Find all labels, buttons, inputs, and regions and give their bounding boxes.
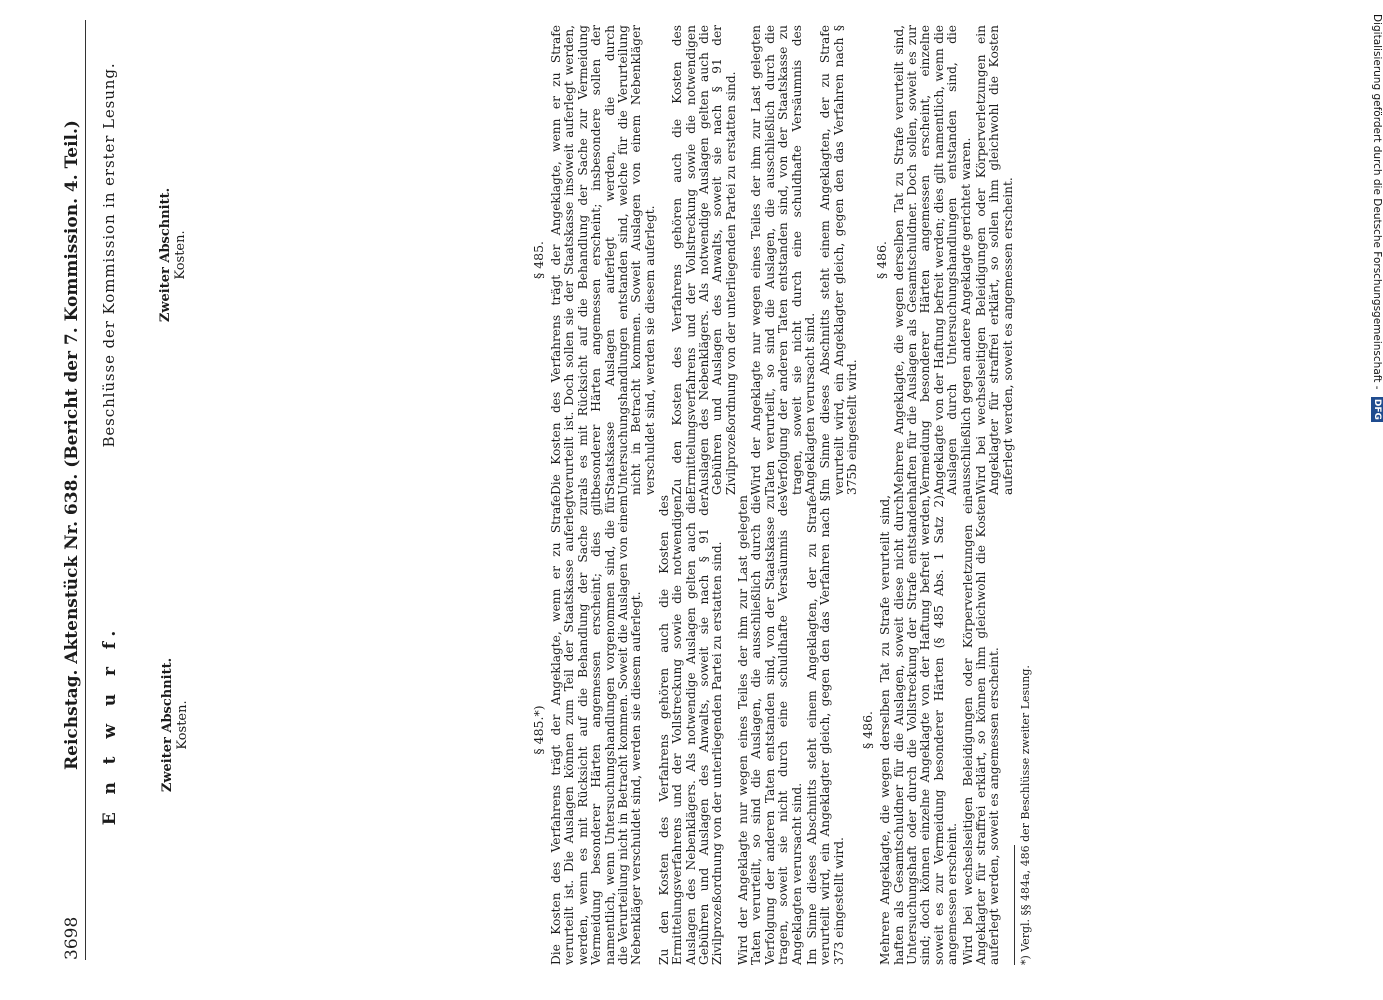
dfg-logo: DFG: [1372, 398, 1382, 420]
right-section-subtitle: Kosten.: [173, 230, 188, 280]
right-p485-paragraph-4: Im Sinne dieses Abschnitts steht einem Angeklagten, der zu Strafe verurteilt wird, ein Angeklagter gleich, gegen den das Verfahren nach § 375b eingestellt wird.: [818, 25, 860, 495]
footnote-divider: [1014, 845, 1015, 965]
right-p486-paragraph-2: Wird bei wechselseitigen Beleidigungen oder Körperverletzungen ein Angeklagter für straffrei erklärt, so sollen ihm gleichwohl die Kosten auferlegt werden, soweit es angemessen erscheint.: [973, 25, 1015, 495]
right-section-title: Zweiter Abschnitt.: [158, 187, 173, 323]
page-number: 3698: [62, 916, 82, 960]
right-p485-paragraph-3: Wird der Angeklagte nur wegen eines Teiles der ihm zur Last gelegten Taten verurteilt, so sind die Auslagen, die ausschließlich durch die Verfolgung der anderen Taten entstanden sind, von der Staatskasse zu tragen, soweit sie nicht durch eine schuldhafte Versäumnis des Angeklagten verursacht sind.: [749, 25, 817, 495]
right-p485-paragraph-1: Die Kosten des Verfahrens trägt der Angeklagte, wenn er zu Strafe verurteilt ist. Doch sollen sie der Staatskasse insoweit auferlegt werden, als es mit Rücksicht auf die Behandlung der Sache zur Vermeidung besonderer Härten angemessen erscheint; insbesondere sollen der Staatskasse Auslagen auferlegt werden, die durch Untersuchungshandlungen entstanden sind, welche für die Verurteilung nicht in Betracht kommen. Soweit Auslagen von einem Nebenkläger verschuldet sind, werden sie diesem auferlegt.: [549, 25, 657, 495]
left-section-title: Zweiter Abschnitt.: [160, 657, 175, 793]
digitization-text: Digitalisierung gefördert durch die Deutsche Forschungsgemeinschaft -: [1371, 14, 1383, 390]
footnote: *) Vergl. §§ 484a, 486 der Beschlüsse zweiter Lesung.: [1018, 665, 1032, 965]
right-heading: Beschlüsse der Kommission in erster Lesung.: [100, 62, 118, 448]
right-p486-title: § 486.: [873, 240, 889, 280]
column-headings: [100, 20, 210, 960]
left-p485-paragraph-2: Zu den Kosten des Verfahrens gehören auch die Kosten des Ermittelungsverfahrens und der Vollstreckung sowie die notwendigen Auslagen des Nebenklägers. Als notwendige Auslagen gelten auch die Gebühren und Auslagen des Anwalts, soweit sie nach § 91 der Zivilprozeßordnung von der unterliegenden Partei zu erstatten sind.: [656, 495, 725, 965]
page-title: Reichstag. Aktenstück Nr. 638. (Bericht der 7. Kommission. 4. Teil.): [62, 120, 82, 770]
right-column-body: [528, 25, 1015, 495]
right-p485-paragraph-2: Zu den Kosten des Verfahrens gehören auch die Kosten des Ermittelungsverfahrens und der Vollstreckung sowie die notwendigen Auslagen des Nebenklägers. Als notwendige Auslagen gelten auch die Gebühren und Auslagen des Anwalts, soweit sie nach § 91 der Zivilprozeßordnung von der unterliegenden Partei zu erstatten sind.: [670, 25, 738, 495]
right-p485-title: § 485.: [531, 240, 546, 280]
right-p486-paragraph-1: Mehrere Angeklagte, die wegen derselben Tat zu Strafe verurteilt sind, haften für die Auslagen als Gesamtschuldner. Doch sollen, soweit es zur Vermeidung besonderer Härten angemessen erscheint, einzelne Angeklagte von der Haftung befreit werden; dies gilt namentlich, wenn die Auslagen durch Untersuchungshandlungen entstanden sind, die ausschließlich gegen andere Angeklagte gerichtet waren.: [891, 25, 973, 495]
right-heading-block: [100, 20, 190, 490]
left-p485-paragraph-1: Die Kosten des Verfahrens trägt der Angeklagte, wenn er zu Strafe verurteilt ist. Die Auslagen können zum Teil der Staatskasse auferlegt werden, wenn es mit Rücksicht auf die Behandlung der Sache zur Vermeidung besonderer Härten angemessen erscheint; dies gilt namentlich, wenn Untersuchungshandlungen vorgenommen sind, die für die Verurteilung nicht in Betracht kommen. Soweit die Auslagen von einem Nebenkläger verschuldet sind, werden sie diesem auferlegt.: [549, 495, 644, 965]
left-p486-paragraph-2: Wird bei wechselseitigen Beleidigungen oder Körperverletzungen ein Angeklagter für straffrei erklärt, so können ihm gleichwohl die Kosten auferlegt werden, soweit es angemessen erscheint.: [960, 495, 1002, 965]
digitization-note: [1371, 14, 1383, 422]
left-p486-title: § 486.: [860, 710, 876, 750]
left-p485-paragraph-4: Im Sinne dieses Abschnitts steht einem Angeklagten, der zu Strafe verurteilt wird, ein Angeklagter gleich, gegen den das Verfahren nach § 373 eingestellt wird.: [804, 495, 846, 965]
page-header: [62, 20, 96, 960]
left-p485-paragraph-3: Wird der Angeklagte nur wegen eines Teiles der ihm zur Last gelegten Taten verurteilt, so sind die Auslagen, die ausschließlich durch die Verfolgung der anderen Taten entstanden sind, von der Staatskasse zu tragen, soweit sie nicht durch eine schuldhafte Versäumnis des Angeklagten verursacht sind.: [735, 495, 804, 965]
left-heading-block: [100, 490, 190, 960]
left-section-subtitle: Kosten.: [175, 700, 190, 750]
left-p485-title: § 485.*): [531, 705, 546, 755]
left-heading: E n t w u r f.: [100, 624, 120, 826]
left-p486-paragraph-1: Mehrere Angeklagte, die wegen derselben Tat zu Strafe verurteilt sind, haften als Gesamtschuldner für die Auslagen, soweit diese nicht durch Untersuchungshaft oder durch die Vollstreckung der Strafe entstanden sind; doch können einzelne Angeklagte von der Haftung befreit werden, soweit es zur Vermeidung besonderer Härten (§ 485 Abs. 1 Satz 2) angemessen erscheint.: [878, 495, 960, 965]
left-column-body: [528, 495, 1032, 965]
